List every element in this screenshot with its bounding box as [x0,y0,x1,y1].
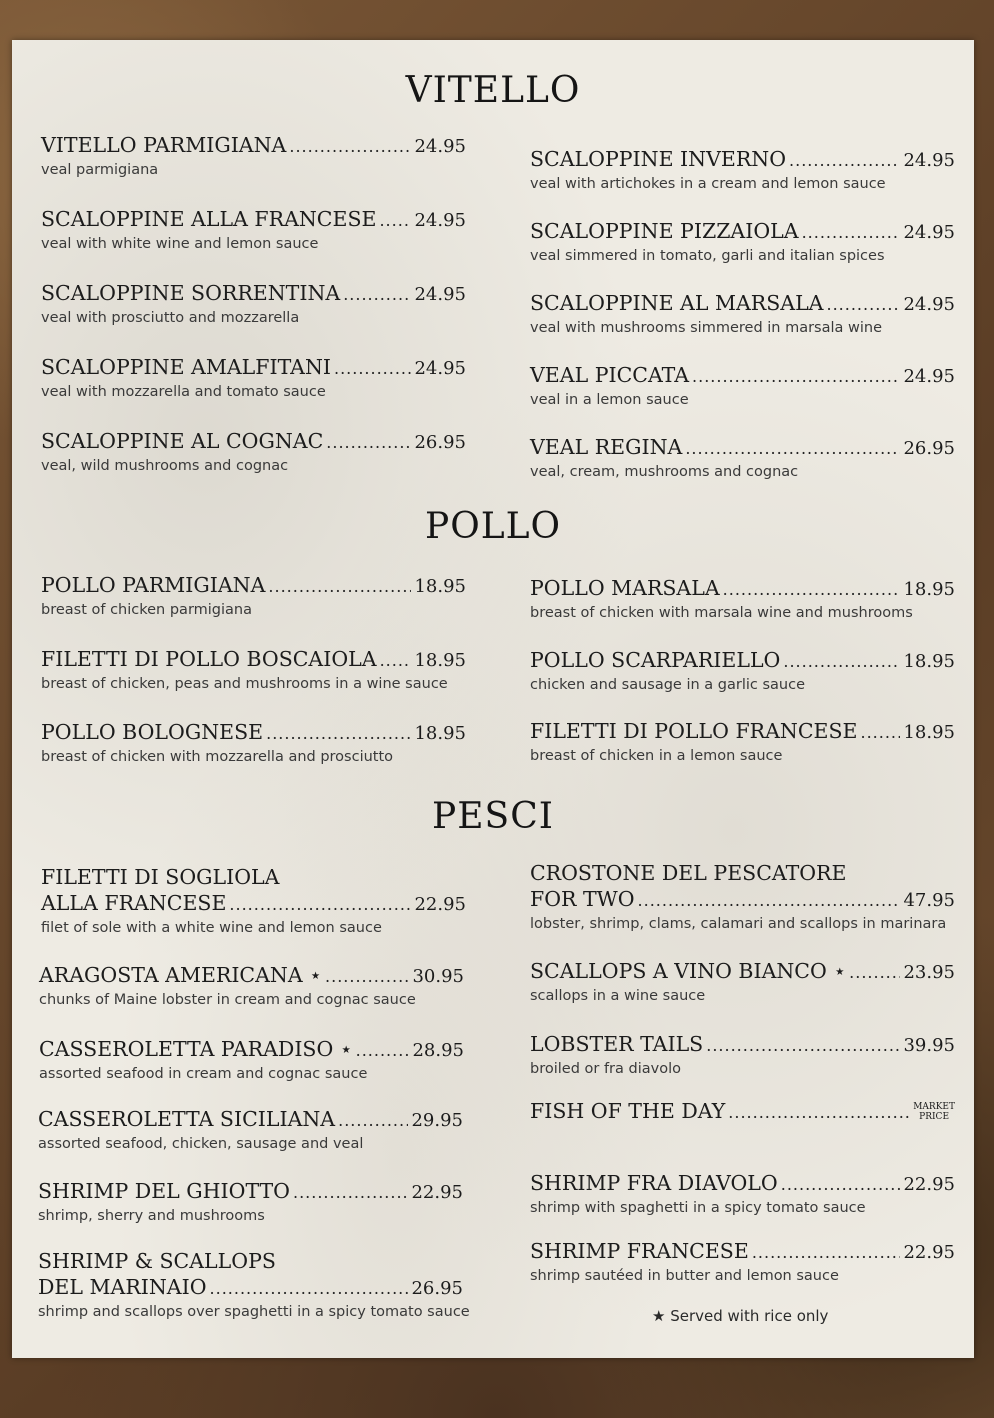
item-name: POLLO SCARPARIELLO [530,648,781,672]
menu-item [41,280,466,328]
item-description: breast of chicken parmigiana [41,602,252,618]
menu-item [41,646,466,694]
item-name: VEAL PICCATA [530,363,690,387]
item-description: veal in a lemon sauce [530,392,689,408]
item-name: VITELLO PARMIGIANA [41,133,287,157]
item-description: chicken and sausage in a garlic sauce [530,677,805,693]
item-name: SCALOPPINE AMALFITANI [41,355,331,379]
item-price: 24.95 [903,222,955,243]
item-description: scallops in a wine sauce [530,988,706,1004]
menu-item [39,962,464,1010]
item-name: SCALOPPINE PIZZAIOLA [530,219,799,243]
leader-dots [638,888,901,914]
item-name: POLLO BOLOGNESE [41,720,264,744]
menu-item [530,647,955,695]
item-description: veal with white wine and lemon sauce [41,236,319,252]
leader-dots [293,1180,408,1206]
menu-page [12,40,974,1358]
item-price: 18.95 [414,650,466,671]
menu-item [530,1098,955,1126]
menu-item [41,354,466,402]
item-description: shrimp sautéed in butter and lemon sauce [530,1268,839,1284]
footnote: ★ Served with rice only [652,1307,829,1325]
item-description: chunks of Maine lobster in cream and cognac sauce [39,992,416,1008]
leader-dots [706,1033,900,1059]
item-description: veal with mozzarella and tomato sauce [41,384,326,400]
item-name: SHRIMP FRA DIAVOLO [530,1171,778,1195]
menu-item [41,428,466,476]
item-description: assorted seafood in cream and cognac sauce [39,1066,368,1082]
item-name: FILETTI DI POLLO BOSCAIOLA [41,647,377,671]
menu-item [38,1178,463,1226]
item-name: SHRIMP DEL GHIOTTO [38,1179,290,1203]
leader-dots [380,648,412,674]
menu-item [38,1106,463,1154]
item-description: veal with prosciutto and mozzarella [41,310,300,326]
menu-item [41,864,466,938]
item-price: 23.95 [903,962,955,983]
item-name: DEL MARINAIO [38,1275,207,1299]
leader-dots [229,892,411,918]
leader-dots [266,721,411,747]
item-name: FISH OF THE DAY [530,1099,726,1123]
section-title-pollo: POLLO [424,506,562,547]
item-description: shrimp, sherry and mushrooms [38,1208,265,1224]
item-price: 26.95 [411,1278,463,1299]
leader-dots [685,436,900,462]
item-description: veal parmigiana [41,162,159,178]
item-description: lobster, shrimp, clams, calamari and scallops in marinara [530,916,947,932]
item-price: 29.95 [411,1110,463,1131]
item-price: 18.95 [414,723,466,744]
menu-item [41,572,466,620]
market-price-label [913,1102,955,1122]
menu-item [530,434,955,482]
leader-dots [802,220,901,246]
item-price: 24.95 [414,210,466,231]
item-price: 18.95 [903,651,955,672]
item-description: shrimp with spaghetti in a spicy tomato sauce [530,1200,866,1216]
menu-item [530,718,955,766]
item-name: SHRIMP FRANCESE [530,1239,749,1263]
item-price: 24.95 [414,284,466,305]
item-name: VEAL REGINA [530,435,683,459]
item-name: SCALOPPINE ALLA FRANCESE [41,207,377,231]
menu-item [530,146,955,194]
menu-item [39,1036,464,1084]
item-price: 24.95 [414,136,466,157]
item-price: 30.95 [412,966,464,987]
item-price: 18.95 [414,576,466,597]
item-price: 24.95 [414,358,466,379]
item-name-line1: CROSTONE DEL PESCATORE [530,861,847,885]
item-description: breast of chicken, peas and mushrooms in a wine sauce [41,676,448,692]
leader-dots [326,430,411,456]
menu-item [530,362,955,410]
item-description: filet of sole with a white wine and lemon sauce [41,920,382,936]
leader-dots [783,649,900,675]
leader-dots [789,148,900,174]
leader-dots [268,574,411,600]
item-price: 22.95 [414,894,466,915]
item-price: 22.95 [411,1182,463,1203]
item-price: 47.95 [903,890,955,911]
item-description: assorted seafood, chicken, sausage and veal [38,1136,364,1152]
leader-dots [827,292,901,318]
menu-item [41,206,466,254]
item-price: 28.95 [412,1040,464,1061]
item-price: 39.95 [903,1035,955,1056]
menu-item [530,1031,955,1079]
leader-dots [343,282,411,308]
menu-item [530,860,955,934]
item-price: 26.95 [903,438,955,459]
leader-dots [379,208,411,234]
item-name: SCALOPPINE AL COGNAC [41,429,324,453]
item-name: CASSEROLETTA PARADISO ⋆ [39,1037,353,1061]
leader-dots [781,1172,901,1198]
leader-dots [325,964,409,990]
item-description: veal with mushrooms simmered in marsala wine [530,320,883,336]
item-name: POLLO PARMIGIANA [41,573,266,597]
item-description: breast of chicken with marsala wine and mushrooms [530,605,913,621]
item-name: LOBSTER TAILS [530,1032,704,1056]
menu-item [41,719,466,767]
item-price: 24.95 [903,150,955,171]
menu-item [530,1238,955,1286]
menu-item [530,290,955,338]
item-price: 22.95 [903,1174,955,1195]
item-name: CASSEROLETTA SICILIANA [38,1107,336,1131]
leader-dots [338,1108,408,1134]
leader-dots [849,960,900,986]
item-price: 22.95 [903,1242,955,1263]
leader-dots [356,1038,410,1064]
menu-item [530,218,955,266]
menu-item [530,958,955,1006]
leader-dots [728,1100,910,1126]
item-name: ALLA FRANCESE [41,891,227,915]
leader-dots [723,577,901,603]
item-description: breast of chicken in a lemon sauce [530,748,783,764]
item-name: SCALOPPINE AL MARSALA [530,291,824,315]
item-description: breast of chicken with mozzarella and prosciutto [41,749,394,765]
item-name: SCALOPPINE INVERNO [530,147,787,171]
item-description: veal simmered in tomato, garli and italian spices [530,248,885,264]
price-label: PRICE [919,1112,950,1122]
item-name: FILETTI DI POLLO FRANCESE [530,719,858,743]
item-name: POLLO MARSALA [530,576,720,600]
menu-item [530,575,955,623]
menu-item [530,1170,955,1218]
item-name: ARAGOSTA AMERICANA ⋆ [39,963,323,987]
leader-dots [289,134,411,160]
item-description: veal with artichokes in a cream and lemon sauce [530,176,886,192]
item-name: FOR TWO [530,887,635,911]
item-description: veal, wild mushrooms and cognac [41,458,289,474]
menu-item [38,1248,470,1322]
leader-dots [692,364,900,390]
item-name-line1: FILETTI DI SOGLIOLA [41,865,280,889]
item-price: 18.95 [903,579,955,600]
item-name: SCALLOPS A VINO BIANCO ⋆ [530,959,847,983]
item-description: veal, cream, mushrooms and cognac [530,464,799,480]
item-description: broiled or fra diavolo [530,1061,681,1077]
item-price: 24.95 [903,294,955,315]
item-price: 26.95 [414,432,466,453]
leader-dots [210,1276,409,1302]
section-title-pesci: PESCI [432,796,554,837]
item-price: 24.95 [903,366,955,387]
item-name-line1: SHRIMP & SCALLOPS [38,1249,276,1273]
leader-dots [334,356,411,382]
leader-dots [752,1240,901,1266]
item-name: SCALOPPINE SORRENTINA [41,281,341,305]
menu-item [41,132,466,180]
item-description: shrimp and scallops over spaghetti in a spicy tomato sauce [38,1304,470,1320]
leader-dots [861,720,901,746]
market-label: MARKET [913,1102,955,1112]
item-price: 18.95 [903,722,955,743]
section-title-vitello: VITELLO [405,70,581,111]
